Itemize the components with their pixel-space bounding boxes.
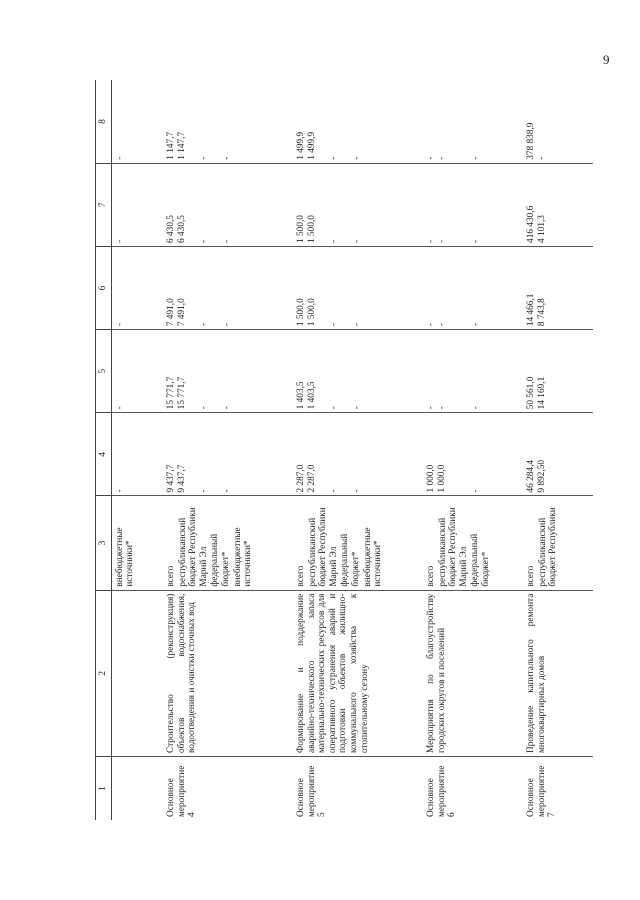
continuation-row — [111, 80, 163, 820]
col-header-2: 2 — [96, 590, 112, 756]
table-row — [163, 80, 293, 820]
source-item: всего — [426, 565, 437, 587]
continuation-value: - — [111, 163, 163, 246]
budget-table-rotated — [95, 80, 605, 820]
header-row — [96, 80, 112, 820]
continuation-value: - — [111, 246, 163, 329]
source-item: республиканский бюджет Республики — [537, 507, 559, 587]
row-description: Проведение капитального ремонта многоквартирных домов — [523, 590, 593, 756]
page-number: 9 — [603, 52, 610, 67]
source-item: внебюджетные источники* — [232, 527, 254, 587]
col-header-1: 1 — [96, 757, 112, 820]
col-header-4: 4 — [96, 413, 112, 496]
row-description: Формирование и поддержание аварийно-технического запаса материально-технических ресурсов для оперативного устранения аварий и подготовки объектов жилищно-коммунального хозяйства к отопительному сезону — [293, 590, 423, 756]
table-row — [523, 80, 593, 820]
value-cell: 9 437,7 9 437,7 - - — [163, 413, 293, 496]
budget-table — [95, 80, 593, 820]
row-label: Основное мероприятие 4 — [166, 765, 198, 817]
row-sources — [423, 496, 523, 590]
col-header-6: 6 — [96, 246, 112, 329]
value-cell: 50 561,0 14 169,1 — [523, 330, 593, 413]
row-label: Основное мероприятие 7 — [526, 765, 558, 817]
continuation-value: - — [111, 330, 163, 413]
value-cell: 1 500,0 1 500,0 - - — [293, 246, 423, 329]
continuation-value: - — [111, 80, 163, 163]
row-sources — [523, 496, 593, 590]
source-item: республиканский бюджет Республики Марий Эл — [437, 507, 469, 587]
source-item: внебюджетные источники* — [362, 527, 384, 587]
value-cell: 6 430,5 6 430,5 - - — [163, 163, 293, 246]
value-cell: - - - — [423, 80, 523, 163]
source-item: республиканский бюджет Республики Марий Эл — [307, 507, 339, 587]
value-cell: - - - — [423, 163, 523, 246]
continuation-source: внебюджетные источники* — [111, 496, 163, 590]
source-item: федеральный бюджет* — [210, 533, 232, 587]
source-item: всего — [526, 565, 537, 587]
value-cell: 1 499,9 1 499,9 - - — [293, 80, 423, 163]
col-header-5: 5 — [96, 330, 112, 413]
col-header-3: 3 — [96, 496, 112, 590]
continuation-value: - — [111, 413, 163, 496]
row-label: Основное мероприятие 6 — [426, 765, 458, 817]
table-row — [293, 80, 423, 820]
value-cell: 15 771,7 15 771,7 - - — [163, 330, 293, 413]
value-cell: 7 491,0 7 491,0 - - — [163, 246, 293, 329]
value-cell: - - - — [423, 246, 523, 329]
value-cell: 1 500,0 1 500,0 - - — [293, 163, 423, 246]
row-sources — [293, 496, 423, 590]
table-row — [423, 80, 523, 820]
value-cell: 46 284,4 9 892,50 — [523, 413, 593, 496]
row-description: Строительство (реконструкция) объектов водоснабжения, водоотведения и очистки сточных вод — [163, 590, 293, 756]
row-description: Мероприятия по благоустройству городских округов и поселений — [423, 590, 523, 756]
value-cell: 1 147,7 1 147,7 - - — [163, 80, 293, 163]
source-item: всего — [296, 565, 307, 587]
col-header-8: 8 — [96, 80, 112, 163]
source-item: республиканский бюджет Республики Марий Эл — [177, 507, 209, 587]
value-cell: 14 466,1 8 743,8 — [523, 246, 593, 329]
value-cell: 2 287,0 2 287,0 - - — [293, 413, 423, 496]
row-label: Основное мероприятие 5 — [296, 765, 328, 817]
source-item: федеральный бюджет* — [470, 533, 492, 587]
source-item: федеральный бюджет* — [340, 533, 362, 587]
value-cell: - - - — [423, 330, 523, 413]
value-cell: 1 403,5 1 403,5 - - — [293, 330, 423, 413]
col-header-7: 7 — [96, 163, 112, 246]
value-cell: 1 000,0 1 000,0 - — [423, 413, 523, 496]
value-cell: 416 430,6 4 101,3 — [523, 163, 593, 246]
value-cell: 378 838,9 - — [523, 80, 593, 163]
source-item: всего — [166, 565, 177, 587]
row-sources — [163, 496, 293, 590]
